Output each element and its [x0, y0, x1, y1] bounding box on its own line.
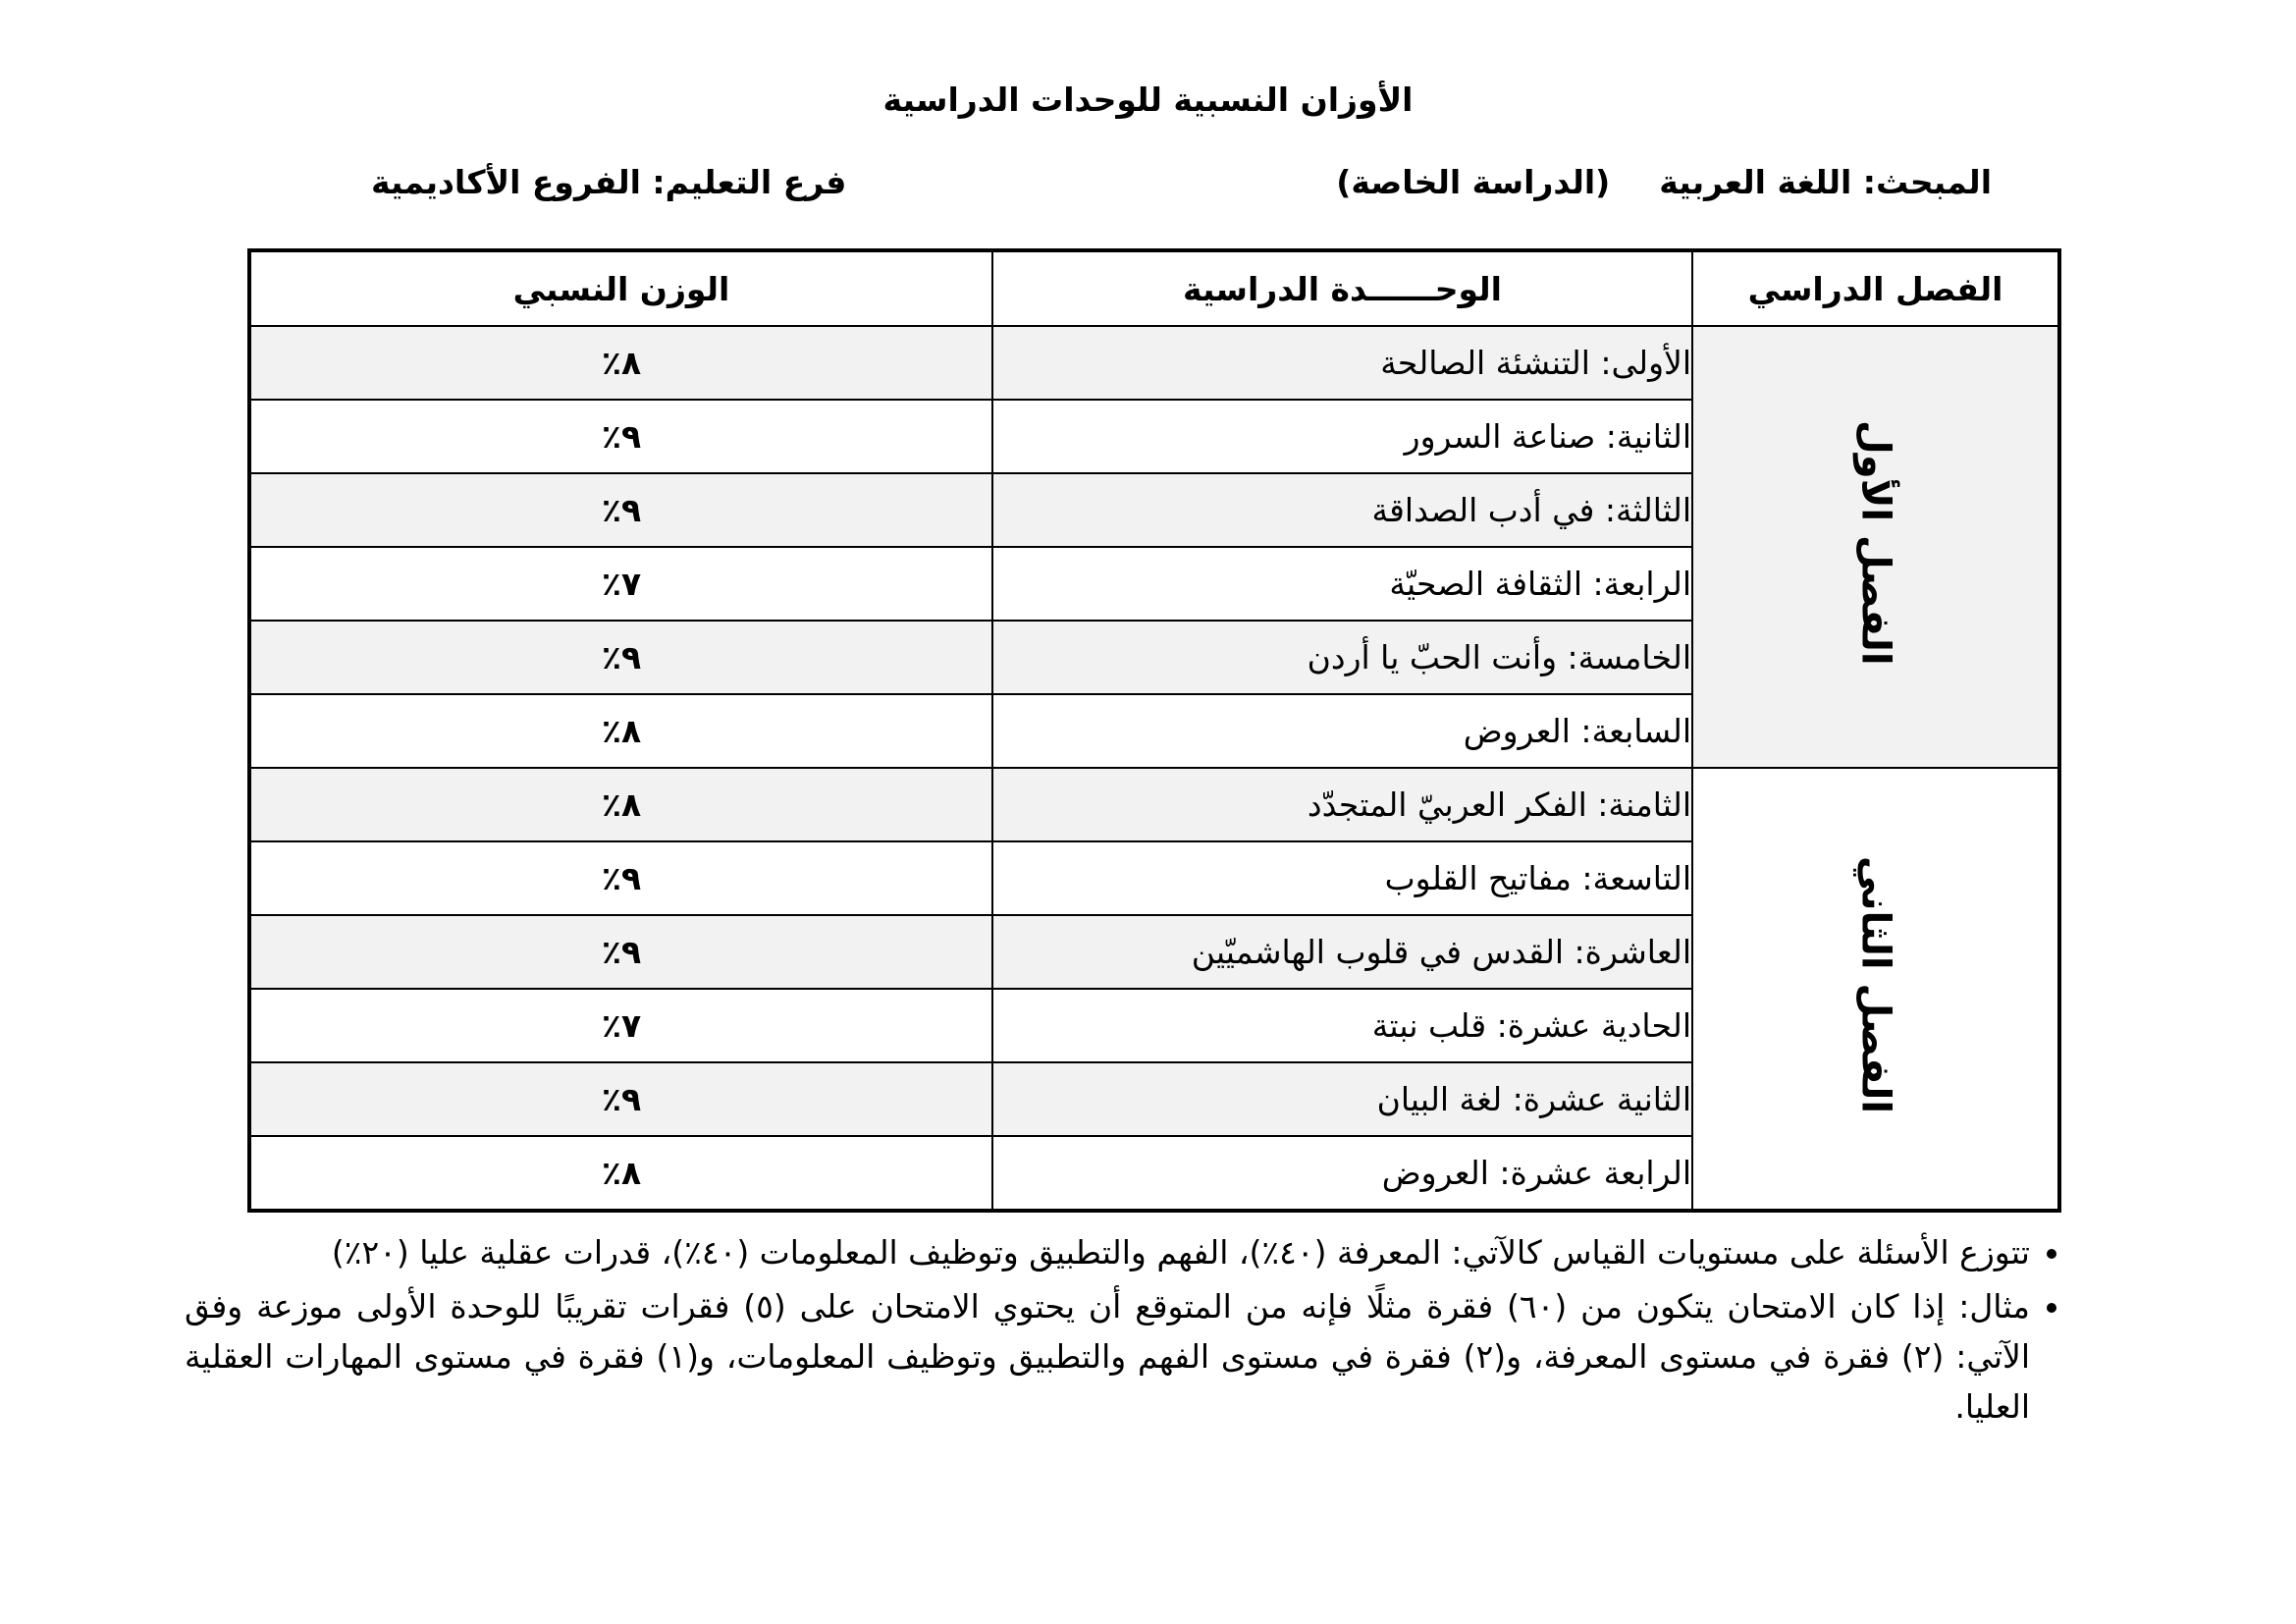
table-header-row	[249, 250, 2059, 326]
unit-cell: الحادية عشرة: قلب نبتة	[992, 989, 1692, 1062]
subject-qualifier: (الدراسة الخاصة)	[1336, 163, 1611, 201]
unit-cell: الثامنة: الفكر العربيّ المتجدّد	[992, 768, 1692, 841]
unit-cell: الثالثة: في أدب الصداقة	[992, 473, 1692, 547]
unit-cell: الرابعة: الثقافة الصحيّة	[992, 547, 1692, 621]
weight-cell: ٩٪	[249, 841, 992, 915]
unit-cell: العاشرة: القدس في قلوب الهاشميّين	[992, 915, 1692, 989]
page-title: الأوزان النسبية للوحدات الدراسية	[882, 81, 1414, 119]
unit-cell: الأولى: التنشئة الصالحة	[992, 326, 1692, 400]
unit-cell: السابعة: العروض	[992, 694, 1692, 768]
semester-label: الفصل الثاني	[1852, 855, 1898, 1114]
header-unit: الوحــــــدة الدراسية	[992, 250, 1692, 326]
weight-cell: ٨٪	[249, 768, 992, 841]
unit-cell: الخامسة: وأنت الحبّ يا أردن	[992, 621, 1692, 694]
weight-cell: ٩٪	[249, 473, 992, 547]
header-semester: الفصل الدراسي	[1692, 250, 2059, 326]
weight-cell: ٨٪	[249, 326, 992, 400]
weight-cell: ٩٪	[249, 1062, 992, 1136]
note-item: • مثال: إذا كان الامتحان يتكون من (٦٠) فقرة مثلًا فإنه من المتوقع أن يحتوي الامتحان على (٥) فقرات تقريبًا للوحدة الأولى موزعة وفق الآتي: (٢) فقرة في مستوى المعرفة، و(٢) فقرة في مستوى الفهم والتطبيق وتوظيف المعلومات، و(١) فقرة في مستوى المهارات العقلية العليا.	[185, 1281, 2030, 1432]
weight-cell: ٨٪	[249, 1136, 992, 1211]
unit-cell: الثانية: صناعة السرور	[992, 400, 1692, 473]
subject-line	[1336, 157, 1992, 208]
semester-cell-first	[1692, 326, 2059, 768]
header-weight: الوزن النسبي	[249, 250, 992, 326]
unit-cell: التاسعة: مفاتيح القلوب	[992, 841, 1692, 915]
semester-label: الفصل الأول	[1852, 420, 1898, 666]
weight-cell: ٩٪	[249, 400, 992, 473]
weight-cell: ٨٪	[249, 694, 992, 768]
weight-cell: ٧٪	[249, 989, 992, 1062]
weights-table	[247, 248, 2061, 1213]
semester-cell-second	[1692, 768, 2059, 1211]
unit-cell: الثانية عشرة: لغة البيان	[992, 1062, 1692, 1136]
table-row	[249, 768, 2059, 841]
unit-cell: الرابعة عشرة: العروض	[992, 1136, 1692, 1211]
table-row	[249, 326, 2059, 400]
branch-line: فرع التعليم: الفروع الأكاديمية	[371, 163, 847, 201]
weight-cell: ٩٪	[249, 621, 992, 694]
subject-label: المبحث: اللغة العربية	[1659, 163, 1992, 201]
weight-cell: ٩٪	[249, 915, 992, 989]
note-item: • تتوزع الأسئلة على مستويات القياس كالآتي: المعرفة (٤٠٪)، الفهم والتطبيق وتوظيف المعلومات (٤٠٪)، قدرات عقلية عليا (٢٠٪)	[185, 1227, 2030, 1277]
notes-list	[185, 1227, 2067, 1435]
weight-cell: ٧٪	[249, 547, 992, 621]
